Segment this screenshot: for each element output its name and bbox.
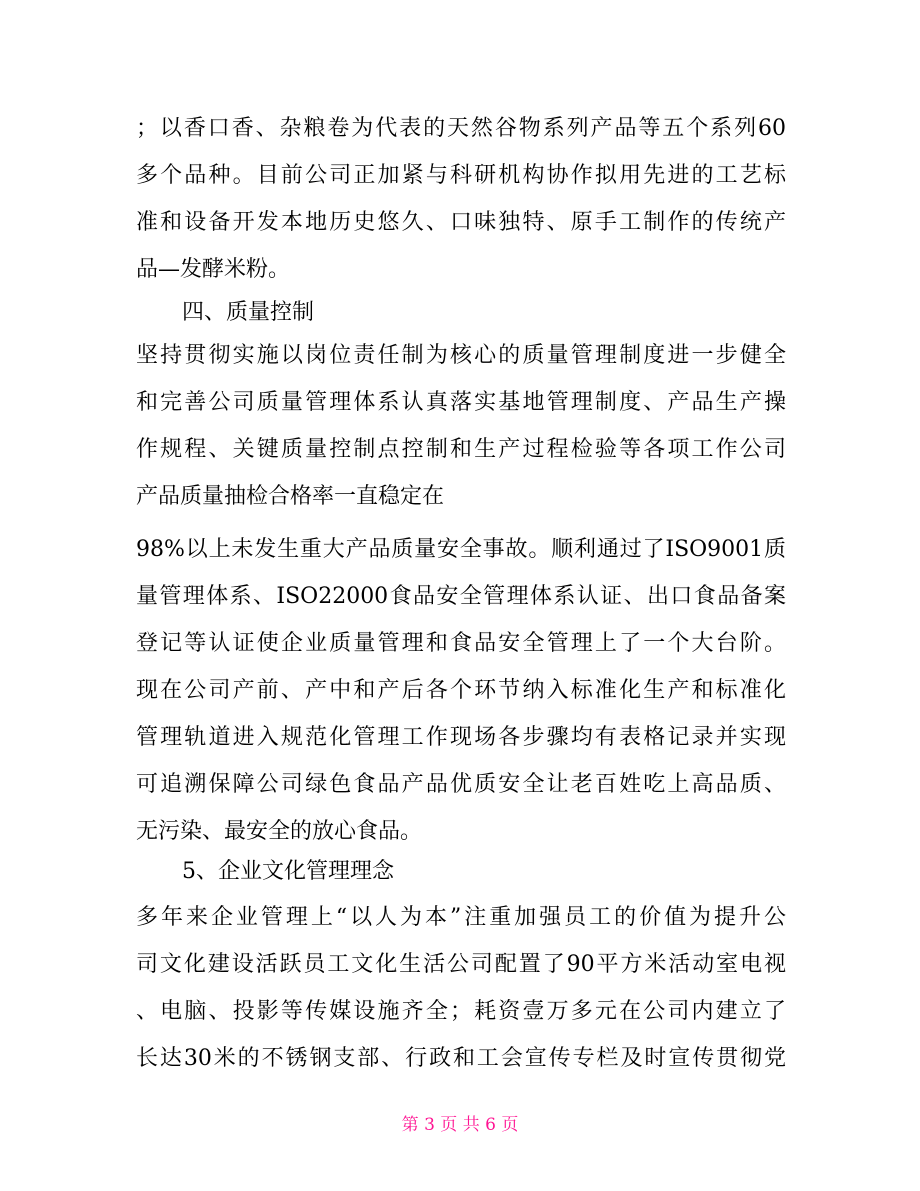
paragraph-line: 产品质量抽检合格率一直稳定在: [136, 484, 445, 509]
paragraph-line: 、电脑、投影等传媒设施齐全；耗资壹万多元在公司内建立了: [136, 999, 786, 1024]
paragraph-line: 司文化建设活跃员工文化生活公司配置了90平方米活动室电视: [136, 952, 786, 977]
paragraph-line: 登记等认证使企业质量管理和食品安全管理上了一个大台阶。: [136, 631, 786, 656]
paragraph-line: 量管理体系、ISO22000食品安全管理体系认证、出口食品备案: [136, 584, 786, 609]
paragraph-line: 作规程、关键质量控制点控制和生产过程检验等各项工作公司: [136, 437, 786, 462]
paragraph-line: ；以香口香、杂粮卷为代表的天然谷物系列产品等五个系列60: [136, 116, 786, 141]
paragraph-line: 管理轨道进入规范化管理工作现场各步骤均有表格记录并实现: [136, 725, 786, 750]
paragraph-line: 可追溯保障公司绿色食品产品优质安全让老百姓吃上高品质、: [136, 772, 786, 797]
paragraph-line: 坚持贯彻实施以岗位责任制为核心的质量管理制度进一步健全: [136, 343, 786, 368]
paragraph-line: 无污染、最安全的放心食品。: [136, 819, 423, 844]
paragraph-line: 品—发酵米粉。: [136, 257, 291, 282]
paragraph-line: 和完善公司质量管理体系认真落实基地管理制度、产品生产操: [136, 390, 786, 415]
section-heading-corporate-culture: 5、企业文化管理理念: [182, 859, 394, 884]
paragraph-line: 现在公司产前、产中和产后各个环节纳入标准化生产和标准化: [136, 678, 786, 703]
page-number-footer: 第 3 页 共 6 页: [401, 1115, 519, 1135]
paragraph-line: 准和设备开发本地历史悠久、口味独特、原手工制作的传统产: [136, 210, 786, 235]
paragraph-line: 多年来企业管理上“以人为本”注重加强员工的价值为提升公: [136, 905, 786, 930]
paragraph-line: 长达30米的不锈钢支部、行政和工会宣传专栏及时宣传贯彻党: [136, 1046, 786, 1071]
paragraph-line: 98%以上未发生重大产品质量安全事故。顺利通过了ISO9001质: [136, 537, 786, 562]
paragraph-line: 多个品种。目前公司正加紧与科研机构协作拟用先进的工艺标: [136, 163, 786, 188]
section-heading-quality-control: 四、质量控制: [182, 300, 315, 325]
